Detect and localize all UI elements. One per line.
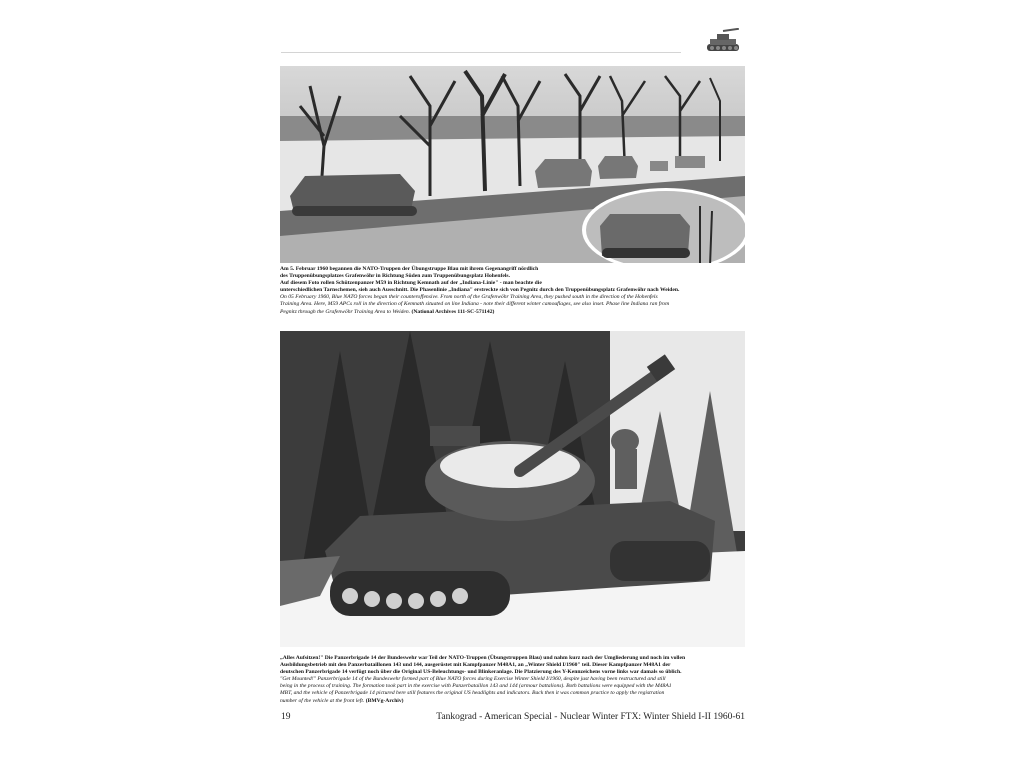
caption-german-line: deutschen Panzerbrigade 14 verfügt noch über die Original US-Beleuchtungs- und Blinkeranlage. Die Platzierung des Y-Kennzeichens vorne links war damals so üblich. bbox=[280, 669, 682, 676]
header-rule bbox=[281, 52, 681, 53]
caption-german-line: des Truppenübungsplatzes Grafenwöhr in Richtung Süden zum Truppenübungsplatz Hohenfels. bbox=[280, 273, 510, 280]
caption-german-line: unterschiedlichen Tarnschemen, sieh auch Ausschnitt. Die Phasenlinie „Indiana" erstreckte sich von Pegnitz durch den Truppenübungsplatz Grafenwöhr nach Weiden. bbox=[280, 287, 680, 294]
caption-english-text: Pegnitz through the Grafenwöhr Training Area to Weiden. bbox=[280, 308, 411, 315]
top-photo-caption bbox=[280, 266, 750, 316]
caption-german-line: Auf diesem Foto rollen Schützenpanzer M59 in Richtung Kemnath auf der „Indiana-Linie" - man beachte die bbox=[280, 280, 542, 287]
m48a1-tank-photo bbox=[280, 331, 745, 647]
caption-german-line: Ausbildungsbetrieb mit den Panzerbataillonen 143 und 144, ausgerüstet mit Kampfpanzer M48A1, an „Winter Shield I/1960" teil. Dieser Kampfpanzer M48A1 der bbox=[280, 662, 671, 669]
caption-english-line: "Get Mounted!" Panzerbrigade 14 of the Bundeswehr formed part of Blue NATO forces during Exercise Winter Shield I/1960, despite just having been restructured and still bbox=[280, 676, 666, 683]
caption-german-line: Am 5. Februar 1960 begannen die NATO-Truppen der Übungstruppe Blau mit ihrem Gegenangriff nördlich bbox=[280, 266, 539, 272]
photo-credit: (BMVg-Archiv) bbox=[365, 697, 404, 704]
caption-english-line bbox=[280, 698, 750, 705]
caption-english-line: being in the process of training. The formation took part in the exercise with Panzerbataillon 143 and 144 (armour battalions). Both battalions were equipped with the M48A1 bbox=[280, 683, 672, 690]
running-title: Tankograd - American Special - Nuclear Winter FTX: Winter Shield I-II 1960-61 bbox=[436, 712, 745, 722]
bottom-photo-caption bbox=[280, 655, 750, 705]
caption-english-line: Training Area. Here, M59 APCs roll in the direction of Kemnath situated on line Indiana - note their different winter camouflages, see also inset. Phase line Indiana ran from bbox=[280, 301, 670, 308]
caption-english-line: On 05 February 1960, Blue NATO forces began their counteroffensive. From north of the Grafenwöhr Training Area, they pushed south in the direction of the Hohenfels bbox=[280, 294, 658, 301]
photo-credit: (National Archives 111-SC-571142) bbox=[411, 308, 495, 315]
caption-english-line: MBT, and the vehicle of Panzerbrigade 14 pictured here still features the original US headlights and indicators. Back then it was common practice to apply the registration bbox=[280, 690, 665, 697]
page-number: 19 bbox=[281, 712, 291, 722]
caption-english-text: number of the vehicle at the front left. bbox=[280, 697, 365, 704]
m59-convoy-photo bbox=[280, 66, 745, 263]
caption-english-line bbox=[280, 309, 750, 316]
caption-german-line: „Alles Aufsitzen!" Die Panzerbrigade 14 der Bundeswehr war Teil der NATO-Truppen (Übungstruppen Blau) und nahm kurz nach der Umgliederung und noch im vollen bbox=[280, 655, 686, 661]
tank-icon bbox=[703, 28, 743, 54]
